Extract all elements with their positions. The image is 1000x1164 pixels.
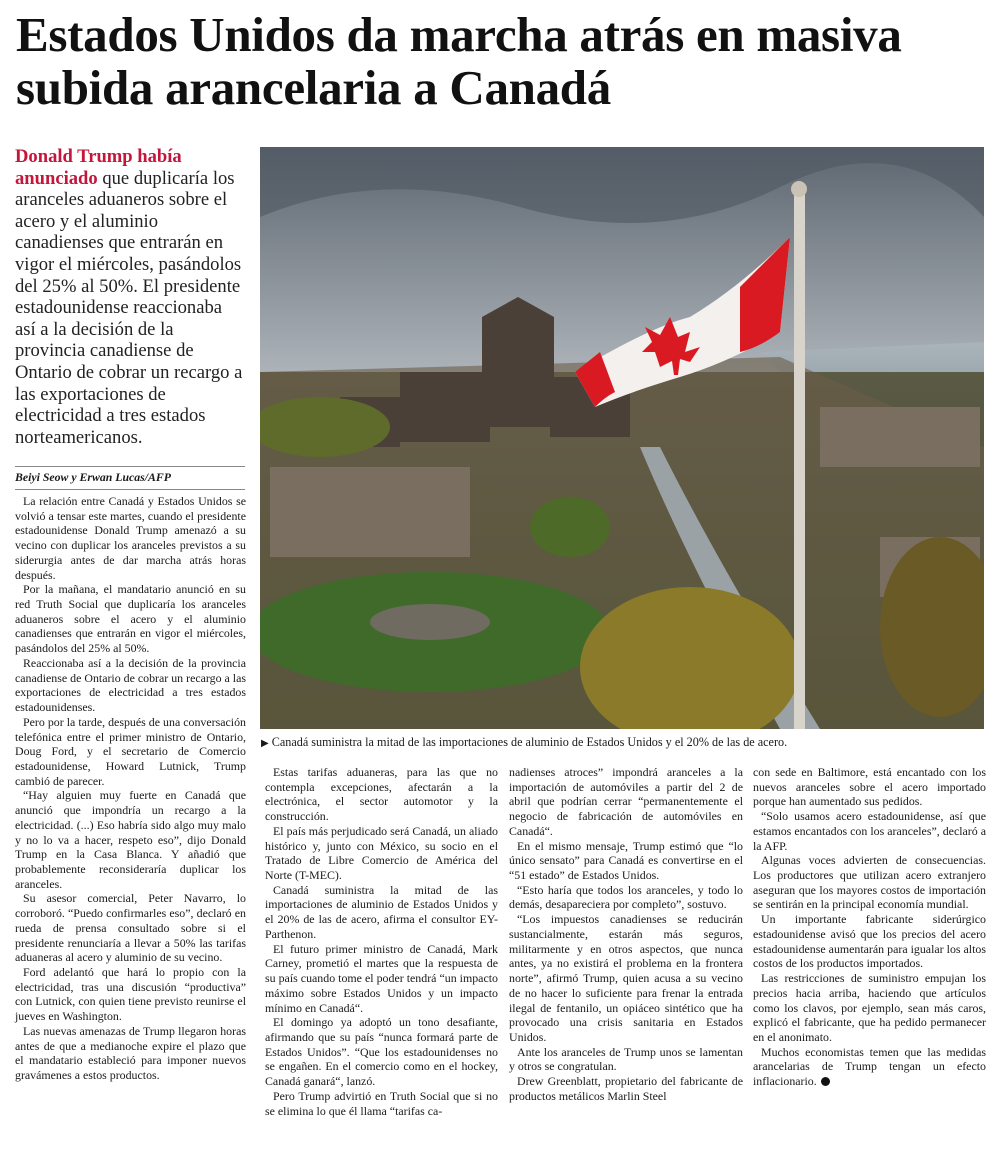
body-paragraph: Su asesor comercial, Peter Navarro, lo corroboró. “Puedo confirmarles eso”, declaró en rueda de prensa consultado sobre si el presidente renunciaría a llevar a 50% las tarifas aduaneras al acero y aluminio de su vecino.: [15, 891, 246, 965]
body-paragraph: Pero por la tarde, después de una conversación telefónica entre el primer ministro de Ontario, Doug Ford, y el secretario de Comercio estadounidense, Howard Lutnick, Trump cambió de parecer.: [15, 714, 246, 788]
photo-canada-flag-quebec: [260, 147, 984, 729]
lead-text: que duplicaría los aranceles aduaneros sobre el acero y el aluminio canadienses que entrarán en vigor el miércoles, pasándolos del 25% al 50%. El presidente estadounidense reaccionaba así a la decisión de la provincia canadiense de Ontario de cobrar un recargo a las exportaciones de electricidad a tres estados norteamericanos.: [15, 167, 243, 448]
byline: Beiyi Seow y Erwan Lucas/AFP: [15, 466, 245, 490]
body-paragraph: “Los impuestos canadienses se reducirán sustancialmente, estarán más seguros, militarmente y en otros aspectos, que nunca antes, ya no existirá el problema en la frontera norte”, afirmó Trump, quien acusa a su vecino de no hacer lo suficiente para frenar la entrada ilegal de fentanilo, un opiáceo sintético que ha provocado una crisis sanitaria en Estados Unidos.: [509, 912, 743, 1044]
body-column-4: [753, 765, 986, 1089]
lead-paragraph: [15, 146, 247, 448]
body-column-1: [15, 494, 246, 1083]
photo-caption: [261, 735, 991, 751]
body-paragraph: Las restricciones de suministro empujan los precios hacia arriba, haciendo que artículos como los clavos, por ejemplo, sean más caros, explicó el fabricante, que ha pedido permanecer en el anonimato.: [753, 971, 986, 1044]
body-paragraph: Canadá suministra la mitad de las importaciones de aluminio de Estados Unidos y el 20% de las de acero, afirma el consultor EY-Parthenon.: [265, 882, 498, 941]
body-paragraph: El futuro primer ministro de Canadá, Mark Carney, prometió el martes que la respuesta de su país cuando tome el poder tendrá “un impacto máximo sobre Estados Unidos y un impacto mínimo en Canadá“.: [265, 941, 498, 1015]
body-paragraph: “Esto haría que todos los aranceles, y todo lo demás, desapareciera por completo”, sostuvo.: [509, 882, 743, 912]
body-paragraph: Por la mañana, el mandatario anunció en su red Truth Social que duplicaría los aranceles aduaneros sobre el acero y el aluminio canadienses que entrarán en vigor el miércoles, pasándolos del 25% al 50%.: [15, 582, 246, 656]
caption-text: Canadá suministra la mitad de las importaciones de aluminio de Estados Unidos y el 20% de las de acero.: [271, 735, 788, 749]
body-paragraph: Reaccionaba así a la decisión de la provincia canadiense de Ontario de cobrar un recargo a las exportaciones de electricidad a tres estados estadounidenses.: [15, 655, 246, 715]
body-paragraph: Las nuevas amenazas de Trump llegaron horas antes de que a medianoche expire el plazo que el mandatario estableció para imponer nuevos gravámenes a estos productos.: [15, 1023, 246, 1083]
body-paragraph: El domingo ya adoptó un tono desafiante, afirmando que su país “nunca formará parte de Estados Unidos”. “Que los estadounidenses no se engañen. En el comercio como en el hockey, Canadá ganará“, lanzó.: [265, 1015, 498, 1089]
body-paragraph: “Solo usamos acero estadounidense, así que estamos encantados con los aranceles”, declaró a la AFP.: [753, 809, 986, 853]
body-column-2: [265, 765, 498, 1118]
photo-illustration: [260, 147, 984, 729]
body-paragraph: con sede en Baltimore, está encantado con los nuevos aranceles sobre el acero importado porque han aumentado sus pedidos.: [753, 765, 986, 809]
body-paragraph: “Hay alguien muy fuerte en Canadá que anunció que impondría un recargo a la electricidad. (...) Eso habría sido algo muy malo y no lo va a hacer, respeto eso”, dijo Donald Trump en la Casa Blanca. Y añadió que probablemente reconsideraría duplicar los aranceles.: [15, 788, 246, 891]
lead-highlight: Donald Trump había anunciado: [15, 146, 182, 189]
body-column-3: [509, 765, 743, 1104]
body-paragraph: Pero Trump advirtió en Truth Social que si no se elimina lo que él llama “tarifas ca-: [265, 1088, 498, 1118]
body-paragraph: Algunas voces advierten de consecuencias. Los productores que utilizan acero extranjero aseguran que los mayores costos de importación se sentirán en la principal economía mundial.: [753, 853, 986, 912]
body-paragraph: La relación entre Canadá y Estados Unidos se volvió a tensar este martes, cuando el presidente estadounidense Donald Trump amenazó a su vecino con duplicar los aranceles previstos a su siderurgia antes de dar marcha atrás horas después.: [15, 494, 246, 582]
body-paragraph: Ante los aranceles de Trump unos se lamentan y otros se congratulan.: [509, 1044, 743, 1074]
body-paragraph: Un importante fabricante siderúrgico estadounidense avisó que los precios del acero estadounidense aumentarán para igualar los altos costos de los productos importados.: [753, 912, 986, 971]
headline: Estados Unidos da marcha atrás en masiva subida arancelaria a Canadá: [16, 7, 902, 115]
body-paragraph: nadienses atroces” impondrá aranceles a la importación de automóviles a partir del 2 de abril que podrían cerrar “permanentemente el negocio de fabricación de automóviles en Canadá“.: [509, 765, 743, 838]
body-paragraph: Estas tarifas aduaneras, para las que no contempla excepciones, afectarán a la electrónica, el sector automotor y la construcción.: [265, 765, 498, 824]
end-of-article-icon: [821, 1077, 830, 1086]
triangle-right-icon: ▶: [261, 738, 269, 749]
body-paragraph: En el mismo mensaje, Trump estimó que “lo único sensato” para Canadá es convertirse en el “51 estado” de Estados Unidos.: [509, 838, 743, 883]
body-paragraph: El país más perjudicado será Canadá, un aliado histórico y, junto con México, su socio en el Tratado de Libre Comercio de América del Norte (T-MEC).: [265, 823, 498, 883]
body-paragraph: Drew Greenblatt, propietario del fabricante de productos metálicos Marlin Steel: [509, 1074, 743, 1103]
body-paragraph: Ford adelantó que hará lo propio con la electricidad, tras una discusión “productiva” con Lutnick, con quien tiene previsto reunirse el jueves en Washington.: [15, 965, 246, 1024]
body-paragraph: Muchos economistas temen que las medidas arancelarias de Trump tengan un efecto inflacionario.: [753, 1044, 986, 1089]
